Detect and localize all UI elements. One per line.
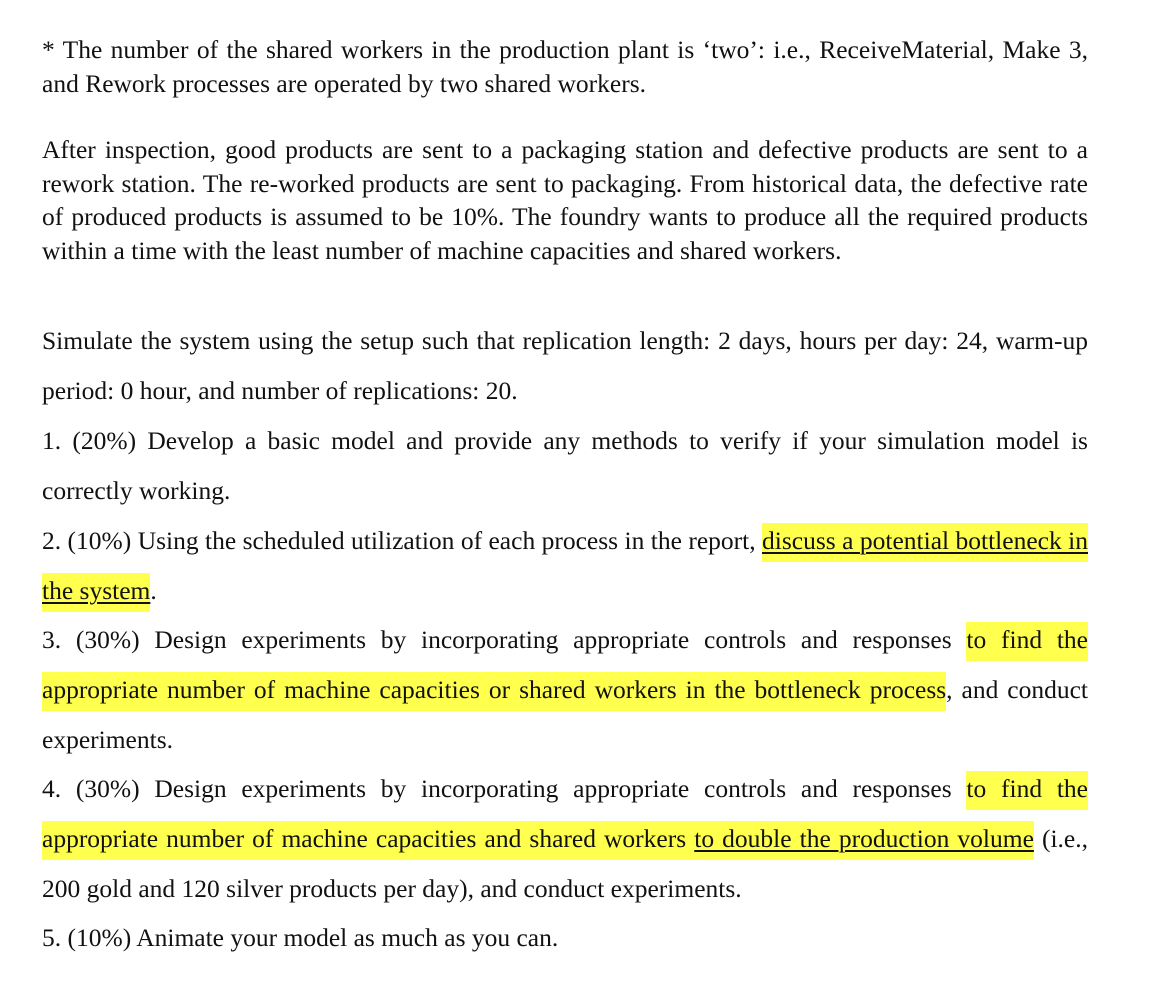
question-3-end: , and conduct experiments. [42,675,1088,754]
question-3-highlighted-phrase: to find the appropriate number of machine capacities or shared workers in the bottleneck process [42,622,1088,711]
shared-workers-note-text: * The number of the shared workers in the production plant is ‘two’: i.e., ReceiveMaterial, Make 3, and Rework processes are operated by two shared workers. [42,35,1088,98]
question-1-text: 1. (20%) Develop a basic model and provide any methods to verify if your simulation model is correctly working. [42,426,1088,505]
question-2-highlighted-phrase: discuss a potential bottleneck in the system [42,523,1088,612]
question-4-end: (i.e., 200 gold and 120 silver products per day), and conduct experiments. [42,824,1088,903]
question-5 [42,913,1088,963]
shared-workers-note [42,33,1088,100]
question-3 [42,615,1088,765]
question-5-text: 5. (10%) Animate your model as much as you can. [42,923,559,952]
inspection-paragraph-text: After inspection, good products are sent to a packaging station and defective products are sent to a rework station. The re-worked products are sent to packaging. From historical data, the defective rate of produced products is assumed to be 10%. The foundry wants to produce all the required products within a time with the least number of machine capacities and shared workers. [42,135,1088,265]
question-4-text: 4. (30%) Design experiments by incorporating appropriate controls and responses [42,774,967,803]
question-3-text: 3. (30%) Design experiments by incorporating appropriate controls and responses [42,625,967,654]
simulation-setup-text: Simulate the system using the setup such that replication length: 2 days, hours per day: 24, warm-up period: 0 hour, and number of replications: 20. [42,326,1088,405]
question-1 [42,416,1088,516]
question-2 [42,516,1088,616]
question-4-highlighted-phrase: to find the appropriate number of machine capacities and shared workers [42,771,1088,860]
question-2-text: 2. (10%) Using the scheduled utilization of each process in the report, [42,526,763,555]
question-4 [42,764,1088,914]
question-4-underlined-phrase: to double the production volume [694,821,1034,860]
question-2-end: . [150,576,157,605]
inspection-paragraph [42,133,1088,267]
simulation-setup-paragraph [42,316,1088,416]
